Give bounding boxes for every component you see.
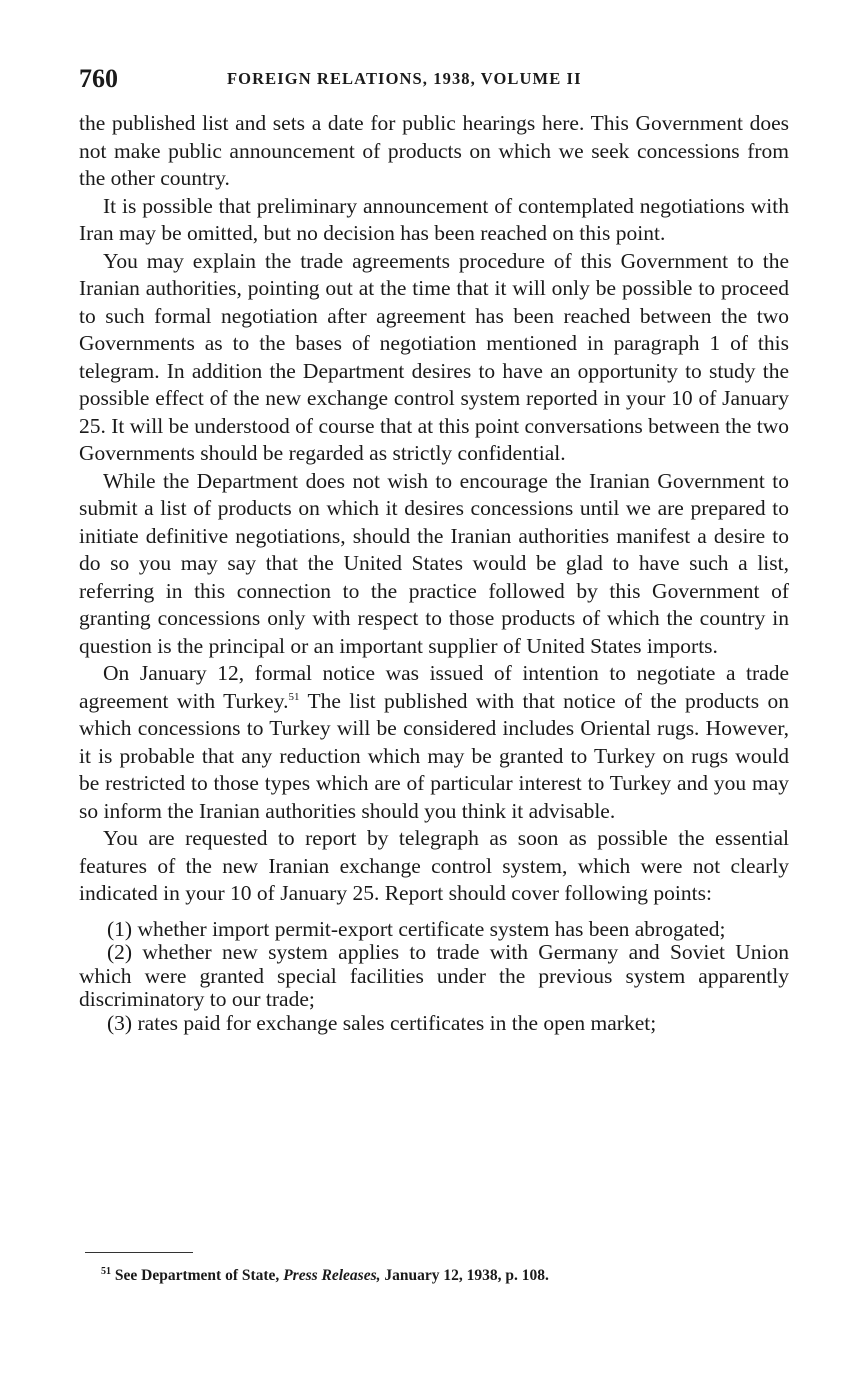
- point-item: (3) rates paid for exchange sales certificates in the open market;: [107, 1010, 657, 1035]
- footnote-reference[interactable]: 51: [288, 690, 300, 703]
- page-number: 760: [79, 64, 118, 93]
- footnote-mark: 51: [101, 1265, 111, 1277]
- footnote-publication: Press Releases,: [283, 1267, 381, 1284]
- paragraph-text: The list published with that notice of the products on which concessions to Turkey will be considered includes Oriental rugs. However, it is probable that any reduction which may be granted to Turkey on rugs would be restricted to those types which are of particular interest to Turkey and you may so inform the Iranian authorities should you think it advisable.: [79, 688, 789, 823]
- footnote-text: See Department of State,: [114, 1267, 284, 1284]
- footnote-divider: [85, 1252, 193, 1253]
- footnote: [101, 1266, 791, 1286]
- footnote-text: January 12, 1938, p. 108.: [380, 1267, 549, 1284]
- body-text: [79, 110, 789, 1035]
- paragraph-text: On January 12, formal notice was issued of intention to negotiate a trade agreement with Turkey.: [79, 661, 789, 713]
- paragraph: You may explain the trade agreements procedure of this Government to the Iranian authorities, pointing out at the time that it will only be possible to proceed to such formal negotiation after agreement has been reached between the two Governments as to the bases of negotiation mentioned in paragraph 1 of this telegram. In addition the Department desires to have an opportunity to study the possible effect of the new exchange control system reported in your 10 of January 25. It will be understood of course that at this point conversations between the two Governments should be regarded as strictly confidential.: [79, 248, 789, 465]
- point-item: (2) whether new system applies to trade with Germany and Soviet Union which were granted special facilities under the previous system apparently discriminatory to our trade;: [79, 940, 789, 1011]
- running-title: FOREIGN RELATIONS, 1938, VOLUME II: [227, 69, 582, 88]
- paragraph: While the Department does not wish to encourage the Iranian Government to submit a list of products on which it desires concessions until we are prepared to initiate definitive negotiations, should the Iranian authorities manifest a desire to do so you may say that the United States would be glad to have such a list, referring in this connection to the practice followed by this Government of granting concessions only with respect to those products of which the country in question is the principal or an important supplier of United States imports.: [79, 468, 789, 658]
- paragraph: the published list and sets a date for public hearings here. This Government does not make public announcement of products on which we seek concessions from the other country.: [79, 111, 789, 190]
- point-item: (1) whether import permit-export certificate system has been abrogated;: [107, 916, 726, 941]
- paragraph: You are requested to report by telegraph as soon as possible the essential features of the new Iranian exchange control system, which were not clearly indicated in your 10 of January 25. Report should cover following points:: [79, 826, 789, 905]
- page-header: [79, 64, 789, 94]
- numbered-points: [79, 918, 789, 1036]
- paragraph-turkey: [79, 660, 789, 825]
- paragraph: It is possible that preliminary announcement of contemplated negotiations with Iran may be omitted, but no decision has been reached on this point.: [79, 193, 789, 245]
